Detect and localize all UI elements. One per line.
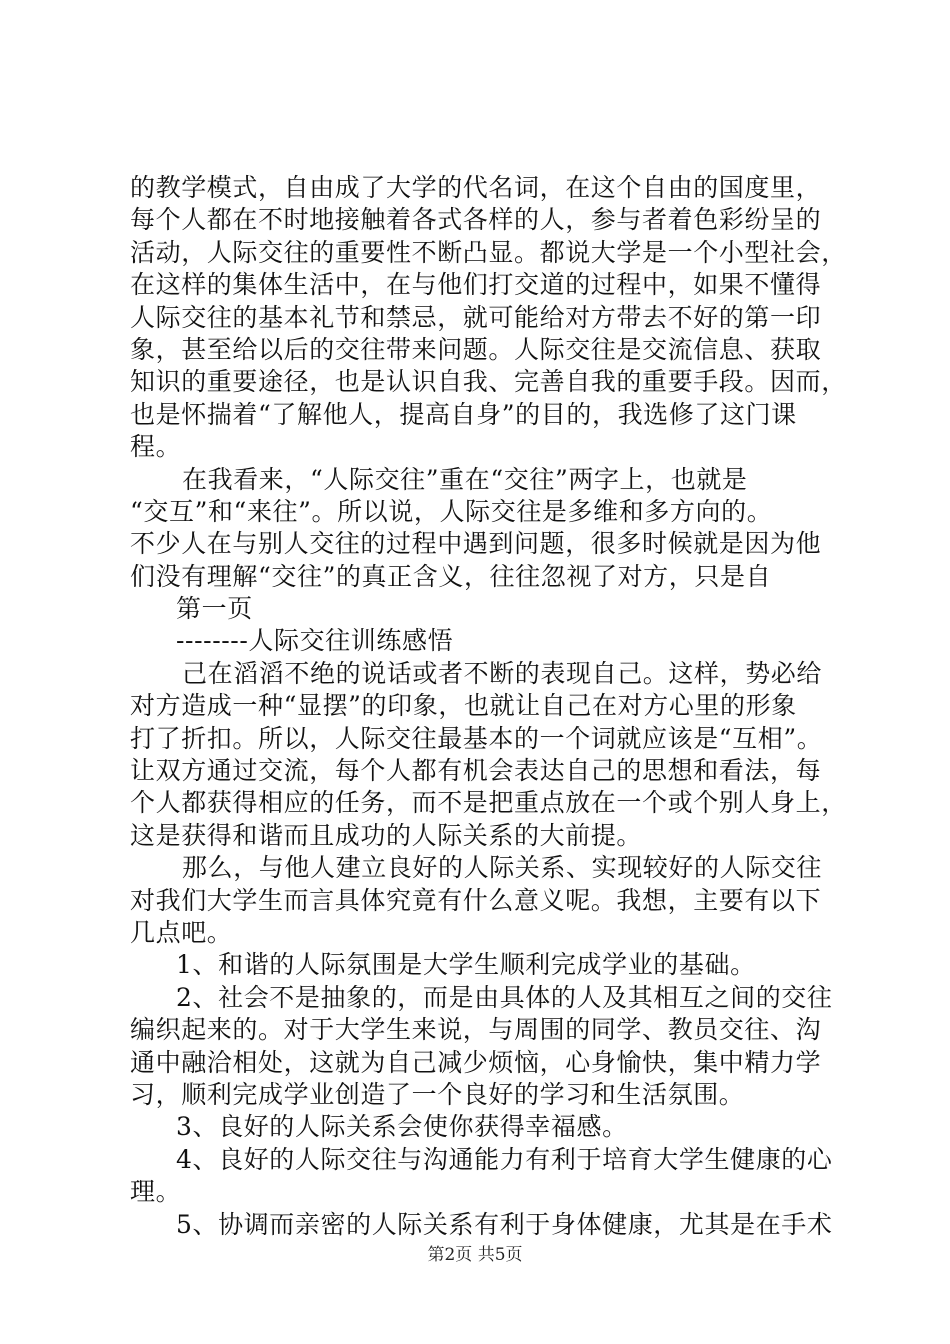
list-item: 4、良好的人际交往与沟通能力有利于培育大学生健康的心 [176, 1144, 833, 1174]
text-line: 程。 [130, 432, 182, 462]
text-line: 知识的重要途径，也是认识自我、完善自我的重要手段。因而， [130, 367, 847, 397]
text-line: 对我们大学生而言具体究竟有什么意义呢。我想，主要有以下 [130, 885, 822, 915]
text-line: “交互”和“来往”。所以说，人际交往是多维和多方向的。 [130, 496, 773, 526]
text-line: 让双方通过交流，每个人都有机会表达自己的思想和看法，每 [130, 756, 822, 786]
text-line: 对方造成一种“显摆”的印象，也就让自己在对方心里的形象 [130, 691, 797, 721]
text-line: 个人都获得相应的任务，而不是把重点放在一个或个别人身上， [130, 788, 847, 818]
text-line: 在我看来，“人际交往”重在“交往”两字上，也就是 [182, 464, 748, 494]
text-line: 编织起来的。对于大学生来说，与周围的同学、教员交往、沟 [130, 1015, 822, 1045]
page-break-label: 第一页 [176, 594, 253, 624]
list-item: 5、协调而亲密的人际关系有利于身体健康，尤其是在手术 [176, 1209, 833, 1239]
text-line: 在这样的集体生活中，在与他们打交道的过程中，如果不懂得 [130, 270, 822, 300]
list-item: 3、良好的人际关系会使你获得幸福感。 [176, 1112, 628, 1142]
text-line: 不少人在与别人交往的过程中遇到问题，很多时候就是因为他 [130, 529, 822, 559]
document-body [130, 172, 847, 1241]
text-line: 象，甚至给以后的交往带来问题。人际交往是交流信息、获取 [130, 334, 822, 364]
section-heading: --------人际交往训练感悟 [176, 626, 454, 656]
text-line: 的教学模式，自由成了大学的代名词，在这个自由的国度里， [130, 173, 822, 202]
text-line: 这是获得和谐而且成功的人际关系的大前提。 [130, 820, 643, 850]
text-line: 习，顺利完成学业创造了一个良好的学习和生活氛围。 [130, 1079, 745, 1109]
text-line: 人际交往的基本礼节和禁忌，就可能给对方带去不好的第一印 [130, 302, 822, 332]
text-line: 每个人都在不时地接触着各式各样的人，参与者着色彩纷呈的 [130, 205, 822, 235]
text-line: 也是怀揣着“了解他人，提高自身”的目的，我选修了这门课 [130, 399, 797, 429]
text-line: 己在滔滔不绝的说话或者不断的表现自己。这样，势必给 [182, 658, 823, 688]
text-line: 几点吧。 [130, 917, 233, 947]
text-line: 活动，人际交往的重要性不断凸显。都说大学是一个小型社会， [130, 237, 847, 267]
text-line: 理。 [130, 1177, 182, 1207]
page-number-footer: 第2页 共5页 [427, 1245, 523, 1265]
text-line: 通中融洽相处，这就为自己减少烦恼，心身愉快，集中精力学 [130, 1047, 822, 1077]
text-line: 们没有理解“交往”的真正含义，往往忽视了对方，只是自 [130, 561, 772, 591]
text-line: 打了折扣。所以，人际交往最基本的一个词就应该是“互相”。 [130, 723, 823, 753]
list-item: 1、和谐的人际氛围是大学生顺利完成学业的基础。 [176, 950, 756, 980]
list-item: 2、社会不是抽象的，而是由具体的人及其相互之间的交往 [176, 982, 833, 1012]
text-line: 那么，与他人建立良好的人际关系、实现较好的人际交往 [182, 853, 823, 883]
